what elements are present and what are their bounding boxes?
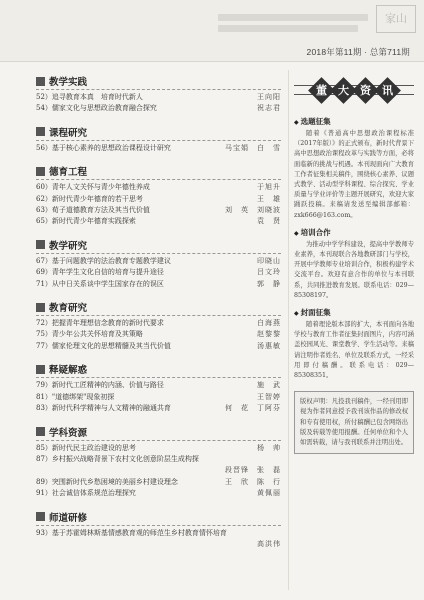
corner-badge: 家山	[376, 5, 416, 33]
toc-entry[interactable]	[36, 539, 281, 550]
toc-entry[interactable]	[36, 329, 281, 340]
toc-entry-title: 67）基于问题教学的法治教育专题教学建议	[36, 256, 171, 265]
table-of-contents	[36, 68, 281, 554]
sidebar-block-heading: ◆ 选题征集	[294, 116, 414, 127]
section-heading	[36, 74, 281, 88]
toc-entry[interactable]	[36, 92, 281, 103]
section-heading	[36, 300, 281, 314]
toc-entry-title: 63）荀子道德教育方法及其当代价值	[36, 206, 150, 215]
toc-entry-author: 白海燕	[257, 319, 281, 328]
toc-entry[interactable]	[36, 528, 281, 539]
toc-entry[interactable]	[36, 216, 281, 227]
toc-entry-author	[237, 528, 281, 539]
section-marker-icon	[36, 512, 45, 521]
section-rule	[36, 525, 281, 526]
toc-entry-author: 郭 静	[257, 279, 281, 288]
toc-entry-author: 袁 贤	[257, 217, 281, 226]
toc-entry-author: 黄佩丽	[257, 489, 281, 498]
toc-entry-title: 65）新时代青少年德育实践探索	[36, 217, 136, 226]
toc-entry[interactable]	[36, 103, 281, 114]
toc-entry-title: 56）基于核心素养的思想政治课程设计研究	[36, 143, 171, 152]
toc-entry-title	[36, 465, 211, 476]
toc-entry-title: 52）追寻教育本真 培育时代新人	[36, 93, 143, 101]
toc-entry-title: 60）青年人文关怀与青少年德性养成	[36, 183, 150, 192]
section-marker-icon	[36, 240, 45, 249]
toc-entry-author: 吕文玲	[257, 268, 281, 277]
toc-entry-author: 于旭升	[257, 183, 281, 192]
toc-entry[interactable]	[36, 488, 281, 499]
toc-entry-author: 何 花 丁阿芬	[225, 404, 281, 413]
toc-entry-author: 杨 帅	[257, 443, 281, 452]
toc-entry[interactable]	[36, 465, 281, 476]
toc-entry-title: 93）基于苏霍姆林斯基情感教育观的师范生乡村教育情怀培育	[36, 528, 227, 537]
header-ghost-text	[218, 14, 368, 40]
section-heading	[36, 238, 281, 252]
section-title: 教学实践	[49, 77, 88, 88]
sidebar-block-heading: ◆ 培训合作	[294, 227, 414, 238]
sidebar-block-text: 为推动中学学科建设，提高中学教师专业素养，本刊现联合各地教研部门与学校，开展中学教师专业培训合作，积极构建学术交流平台。欢迎有意合作的单位与本刊联系，共同推进教育发展。联系电话：029—85308197。	[294, 240, 414, 299]
toc-entry[interactable]	[36, 182, 281, 193]
copyright-text: 版权声明：凡投我刊稿件，一经刊用即视为作者同意授予我刊该作品的修改权和专有使用权，所付稿酬已包含网络出版及转载等使用报酬。任何单位和个人如需转载，请与我刊联系并注明出处。	[300, 398, 408, 447]
toc-entry-author: 段晋锋 张 磊	[225, 466, 281, 475]
toc-entry[interactable]	[36, 443, 281, 454]
banner-title	[312, 81, 397, 100]
section-rule	[36, 179, 281, 180]
section-heading	[36, 125, 281, 139]
section-rule	[36, 377, 281, 378]
toc-entry-title: 87）乡村振兴战略背景下农村文化创意阶层生成构探	[36, 454, 199, 463]
toc-entry[interactable]	[36, 194, 281, 205]
section-heading	[36, 510, 281, 524]
sidebar-block-heading: ◆ 封面征集	[294, 307, 414, 318]
toc-entry-author: 王 欣 陈 行	[225, 477, 281, 486]
toc-entry-title: 91）社会诚信体系规范治理探究	[36, 489, 136, 498]
section-rule	[36, 89, 281, 90]
section-heading	[36, 362, 281, 376]
sidebar-block-text: 随着理论版本部的扩大，本刊面向各地学校与教育工作者征集封面图片，内容可涵盖校园风光、课堂教学、学生活动等。来稿请注明作者姓名、单位及联系方式，一经采用即付稿酬。联系电话：029—85308351。	[294, 321, 414, 380]
toc-entry-author	[237, 454, 281, 465]
toc-entry[interactable]	[36, 318, 281, 329]
toc-entry[interactable]	[36, 279, 281, 290]
toc-entry-title: 71）从中日关系谈中学生国家存在的误区	[36, 279, 164, 288]
banner-char-text: 大	[337, 83, 349, 97]
toc-entry-author: 汤惠敏	[257, 341, 281, 350]
banner-char-text: 资	[359, 83, 371, 97]
banner-char	[374, 77, 401, 104]
toc-entry-author: 王智婷	[257, 392, 281, 401]
toc-entry[interactable]	[36, 205, 281, 216]
section-marker-icon	[36, 167, 45, 176]
issue-number: 2018年第11期 · 总第711期	[306, 47, 410, 57]
news-sidebar	[294, 70, 414, 590]
banner-char-text: 讯	[381, 83, 393, 97]
toc-entry-title: 83）新时代科学精神与人文精神的融通共育	[36, 404, 171, 413]
toc-entry-title	[36, 539, 237, 550]
banner-char-text: 董	[315, 83, 327, 97]
toc-entry-title: 69）青年学生文化自信的培育与提升途径	[36, 268, 164, 277]
toc-entry-title: 89）突围新时代乡愁困境的美丽乡村建设理念	[36, 477, 178, 486]
section-title: 教育研究	[49, 303, 88, 315]
toc-entry[interactable]	[36, 392, 281, 403]
section-title: 学科资源	[49, 427, 88, 439]
toc-entry-author: 刘 英 刘晓波	[225, 206, 281, 215]
toc-entry-title: 81）"道德绑架"现象初探	[36, 392, 115, 401]
section-marker-icon	[36, 303, 45, 312]
toc-entry-author: 祝志君	[257, 104, 281, 113]
toc-entry[interactable]	[36, 341, 281, 352]
section-heading	[36, 164, 281, 178]
toc-entry-author: 王向阳	[257, 93, 281, 101]
section-heading	[36, 425, 281, 439]
copyright-box	[294, 391, 414, 454]
toc-entry-author: 赵黎黎	[257, 330, 281, 339]
section-rule	[36, 140, 281, 141]
section-marker-icon	[36, 77, 45, 86]
toc-entry-title: 54）儒家文化与思想政治教育融合探究	[36, 104, 157, 113]
page-header	[0, 0, 424, 62]
news-banner	[294, 70, 414, 110]
toc-entry[interactable]	[36, 267, 281, 278]
section-rule	[36, 253, 281, 254]
toc-entry-title: 75）青少年公共关怀培育及其策略	[36, 330, 143, 339]
toc-entry-title: 77）儒家伦理文化的思想精髓及其当代价值	[36, 341, 171, 350]
section-title: 教学研究	[49, 240, 88, 252]
section-marker-icon	[36, 127, 45, 136]
section-title: 德育工程	[49, 167, 88, 179]
sidebar-block-text: 随着《普通高中思想政治课程标准（2017年版）》的正式颁布，新时代背景下高中思想政治课程改革与实践等方面，必将面临新的挑战与机遇。本刊现面向广大教育工作者征集相关稿件，围绕核心素养、议题式教学、活动型学科课程、综合探究、学业质量与学业评价等主题开展研究，欢迎大家踊跃投稿。来稿请发送至编辑部邮箱：zxk666@163.com。	[294, 130, 414, 219]
toc-entry[interactable]	[36, 454, 281, 465]
toc-entry[interactable]	[36, 380, 281, 391]
toc-entry-title: 79）新时代工匠精神的内涵、价值与路径	[36, 381, 164, 390]
section-title: 课程研究	[49, 127, 88, 139]
section-rule	[36, 315, 281, 316]
toc-entry-title: 72）把握青年理想信念教育的新时代要求	[36, 319, 164, 328]
toc-entry-title: 62）新时代青少年德育的若干思考	[36, 194, 143, 203]
column-divider	[288, 70, 289, 590]
section-marker-icon	[36, 365, 45, 374]
sidebar-blocks	[294, 116, 414, 381]
toc-entry-author: 马宝娟 白 雪	[225, 143, 281, 152]
toc-entry-author: 王 雄	[257, 194, 281, 203]
section-title: 师道研修	[49, 512, 88, 524]
section-marker-icon	[36, 427, 45, 436]
toc-entry[interactable]	[36, 256, 281, 267]
section-title: 释疑解惑	[49, 365, 88, 377]
toc-entry[interactable]	[36, 477, 281, 488]
toc-entry-author: 施 武	[257, 381, 281, 390]
toc-entry[interactable]	[36, 143, 281, 154]
toc-entry-title: 85）新时代民主政治建设的思考	[36, 443, 136, 452]
toc-entry[interactable]	[36, 403, 281, 414]
toc-entry-author: 高洪伟	[257, 539, 281, 548]
toc-entry-author: 印晓山	[257, 256, 281, 265]
section-rule	[36, 440, 281, 441]
